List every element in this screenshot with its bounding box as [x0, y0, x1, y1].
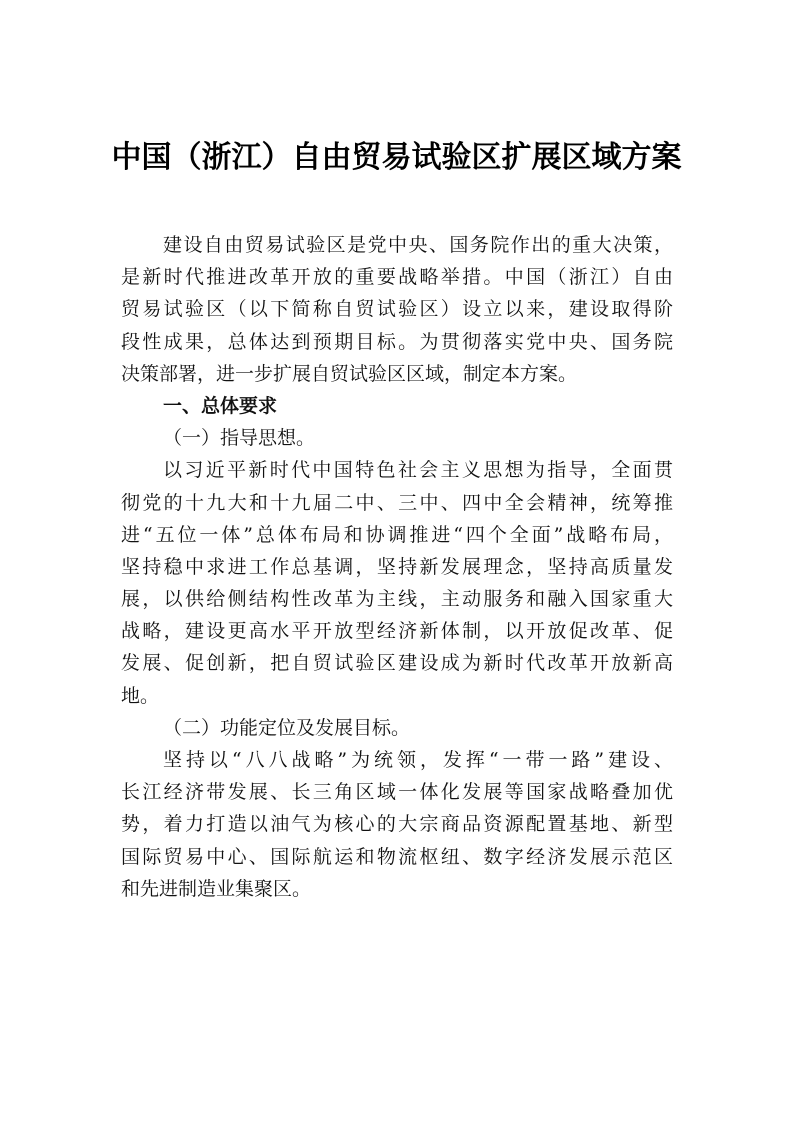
paragraph-line: 和先进制造业集聚区。	[121, 877, 312, 900]
paragraph-line: 建设自由贸易试验区是党中央、国务院作出的重大决策，	[163, 234, 673, 256]
section-heading: 一、总体要求	[163, 394, 278, 417]
paragraph-line: 决策部署，进一步扩展自贸试验区区域，制定本方案。	[121, 362, 578, 385]
subsection-heading: （一）指导思想。	[163, 427, 316, 450]
paragraph-line: 段性成果，总体达到预期目标。为贯彻落实党中央、国务院	[121, 330, 673, 353]
paragraph-line: 进“五位一体”总体布局和协调推进“四个全面”战略布局，	[121, 523, 673, 546]
paragraph-line: 坚持稳中求进工作总基调，坚持新发展理念，坚持高质量发	[121, 555, 673, 578]
paragraph-line: 发展、促创新，把自贸试验区建设成为新时代改革开放新高	[121, 652, 673, 675]
paragraph-line: 是新时代推进改革开放的重要战略举措。中国（浙江）自由	[121, 266, 673, 289]
paragraph-line: 国际贸易中心、国际航运和物流枢纽、数字经济发展示范区	[121, 845, 673, 868]
document-body	[121, 229, 673, 905]
paragraph-line: 长江经济带发展、长三角区域一体化发展等国家战略叠加优	[121, 781, 673, 804]
paragraph-line: 势，着力打造以油气为核心的大宗商品资源配置基地、新型	[121, 813, 673, 836]
paragraph-line: 贸易试验区（以下简称自贸试验区）设立以来，建设取得阶	[121, 298, 673, 321]
document-title: 中国（浙江）自由贸易试验区扩展区域方案	[111, 140, 682, 175]
paragraph-line: 战略，建设更高水平开放型经济新体制，以开放促改革、促	[121, 620, 673, 643]
subsection-heading: （二）功能定位及发展目标。	[163, 716, 411, 739]
paragraph-line: 彻党的十九大和十九届二中、三中、四中全会精神，统筹推	[121, 491, 673, 514]
paragraph-line: 地。	[121, 684, 160, 707]
paragraph-line: 坚持以“八八战略”为统领，发挥“一带一路”建设、	[163, 749, 673, 771]
paragraph-line: 展，以供给侧结构性改革为主线，主动服务和融入国家重大	[121, 588, 673, 611]
paragraph-line: 以习近平新时代中国特色社会主义思想为指导，全面贯	[163, 459, 673, 482]
